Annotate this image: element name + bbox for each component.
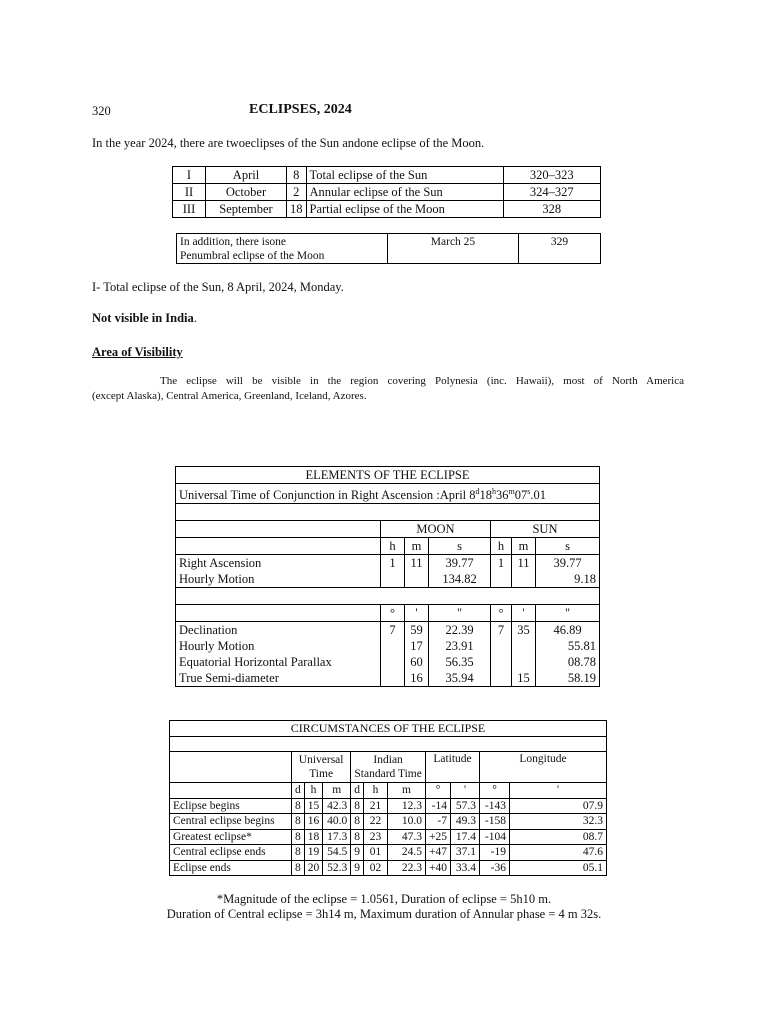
sun-val: 08.78 <box>536 654 600 670</box>
conj-m: m <box>508 487 515 496</box>
sun-header: SUN <box>491 521 600 538</box>
table-row <box>176 555 600 572</box>
lon-min: 47.6 <box>510 845 607 861</box>
eclipse-list-table <box>172 166 601 218</box>
unit-m: m <box>512 538 536 555</box>
ut-d: 8 <box>292 814 305 830</box>
footnote-magnitude: *Magnitude of the eclipse = 1.0561, Duration of eclipse = 5h10 m. <box>216 892 552 906</box>
unit-h: h <box>364 783 388 799</box>
ut-h: 19 <box>304 845 323 861</box>
circumstances-title: CIRCUMSTANCES OF THE ECLIPSE <box>170 721 607 737</box>
eclipse-desc: Partial eclipse of the Moon <box>306 201 503 218</box>
sun-val: 1 <box>491 555 512 572</box>
unit-deg: ° <box>426 783 451 799</box>
sun-val <box>512 654 536 670</box>
row-label: True Semi-diameter <box>176 670 381 687</box>
row-label: Eclipse ends <box>170 860 292 876</box>
row-label: Eclipse begins <box>170 798 292 814</box>
table-row <box>176 588 600 605</box>
conj-h-val: 18 <box>479 488 493 503</box>
table-row <box>176 571 600 588</box>
blank-cell <box>170 783 292 799</box>
sun-val: 9.18 <box>536 571 600 588</box>
table-row <box>176 467 600 484</box>
conj-h: h <box>492 487 497 496</box>
eclipse-pages: 320–323 <box>503 167 601 184</box>
latitude-header: Latitude <box>426 752 480 783</box>
table-row <box>170 721 607 737</box>
unit-d: d <box>292 783 305 799</box>
lon-deg: -19 <box>480 845 510 861</box>
unit-s: s <box>429 538 491 555</box>
lat-deg: +40 <box>426 860 451 876</box>
conj-m-val: 36 <box>496 488 509 503</box>
row-label: Right Ascension <box>176 555 381 572</box>
lat-min: 33.4 <box>451 860 480 876</box>
ist-h: 21 <box>364 798 388 814</box>
moon-val <box>381 571 405 588</box>
lat-min: 17.4 <box>451 829 480 845</box>
moon-val: 39.77 <box>429 555 491 572</box>
eclipse-day: 2 <box>287 184 307 201</box>
sun-val <box>491 670 512 687</box>
moon-val: 17 <box>405 638 429 654</box>
table-row <box>170 752 607 783</box>
table-row <box>173 201 601 218</box>
ist-h: 23 <box>364 829 388 845</box>
sun-val: 35 <box>512 622 536 639</box>
ut-h: 20 <box>304 860 323 876</box>
lat-min: 57.3 <box>451 798 480 814</box>
ist-header <box>351 752 426 783</box>
eclipse-num: III <box>173 201 206 218</box>
ist-d: 8 <box>351 814 364 830</box>
eclipse-desc: Annular eclipse of the Sun <box>306 184 503 201</box>
moon-val <box>381 638 405 654</box>
table-row <box>170 860 607 876</box>
unit-sec: " <box>536 605 600 622</box>
ist-m: 47.3 <box>388 829 426 845</box>
visibility-line1: The eclipse will be visible in the region covering Polynesia (inc. Hawaii), most of North America <box>160 375 684 387</box>
ist-m: 24.5 <box>388 845 426 861</box>
unit-h: h <box>304 783 323 799</box>
lat-deg: +47 <box>426 845 451 861</box>
conj-text: Universal Time of Conjunction in Right Ascension :April 8 <box>179 488 476 503</box>
addition-text <box>177 234 388 264</box>
lon-deg: -104 <box>480 829 510 845</box>
moon-val: 59 <box>405 622 429 639</box>
row-label: Hourly Motion <box>176 571 381 588</box>
conj-s-val: 07 <box>514 488 528 503</box>
row-label: Declination <box>176 622 381 639</box>
lon-deg: -143 <box>480 798 510 814</box>
unit-min: ' <box>451 783 480 799</box>
sun-val <box>491 638 512 654</box>
ist-m: 10.0 <box>388 814 426 830</box>
blank-row <box>176 504 600 521</box>
eclipse-num: II <box>173 184 206 201</box>
eclipse-pages: 328 <box>503 201 601 218</box>
ut-h: 18 <box>304 829 323 845</box>
circumstances-table <box>169 720 607 876</box>
moon-val: 16 <box>405 670 429 687</box>
moon-header: MOON <box>381 521 491 538</box>
moon-val: 11 <box>405 555 429 572</box>
unit-deg: ° <box>480 783 510 799</box>
table-row <box>176 605 600 622</box>
elements-table <box>175 466 600 687</box>
table-row <box>177 234 601 264</box>
sun-val <box>491 571 512 588</box>
ut-h: 15 <box>304 798 323 814</box>
unit-m: m <box>323 783 351 799</box>
ist-m: 12.3 <box>388 798 426 814</box>
sun-val: 55.81 <box>536 638 600 654</box>
table-row <box>170 845 607 861</box>
moon-val <box>405 571 429 588</box>
visibility-line2: (except Alaska), Central America, Greenland, Iceland, Azores. <box>92 390 367 402</box>
ut-m: 54.5 <box>323 845 351 861</box>
table-row <box>176 670 600 687</box>
table-row <box>176 504 600 521</box>
table-row <box>176 538 600 555</box>
unit-h: h <box>381 538 405 555</box>
eclipse-pages: 324–327 <box>503 184 601 201</box>
row-label: Greatest eclipse* <box>170 829 292 845</box>
table-row <box>176 521 600 538</box>
lat-min: 49.3 <box>451 814 480 830</box>
ist-h: 02 <box>364 860 388 876</box>
moon-val: 23.91 <box>429 638 491 654</box>
ist-d: 9 <box>351 860 364 876</box>
sun-val <box>512 638 536 654</box>
table-row <box>170 798 607 814</box>
blank-row <box>176 588 600 605</box>
eclipse-desc: Total eclipse of the Sun <box>306 167 503 184</box>
footnote-duration: Duration of Central eclipse = 3h14 m, Maximum duration of Annular phase = 4 m 32s. <box>166 907 602 921</box>
table-row <box>173 167 601 184</box>
unit-sec: " <box>429 605 491 622</box>
addition-line1: In addition, there isone <box>180 236 287 248</box>
ist-m: 22.3 <box>388 860 426 876</box>
moon-val: 22.39 <box>429 622 491 639</box>
ist-line1: Indian <box>373 754 403 766</box>
blank-cell <box>170 752 292 783</box>
blank-row <box>170 736 607 752</box>
blank-cell <box>176 605 381 622</box>
blank-cell <box>176 521 381 538</box>
lon-min: 32.3 <box>510 814 607 830</box>
unit-deg: ° <box>491 605 512 622</box>
table-row <box>176 654 600 670</box>
lon-min: 08.7 <box>510 829 607 845</box>
lat-min: 37.1 <box>451 845 480 861</box>
row-label: Central eclipse ends <box>170 845 292 861</box>
conjunction-time <box>176 484 600 504</box>
intro-text: In the year 2024, there are twoeclipses of the Sun andone eclipse of the Moon. <box>92 136 485 150</box>
table-row <box>176 638 600 654</box>
ist-h: 22 <box>364 814 388 830</box>
moon-val: 60 <box>405 654 429 670</box>
unit-m: m <box>405 538 429 555</box>
conj-d: d <box>475 487 480 496</box>
table-row <box>170 814 607 830</box>
sun-val: 11 <box>512 555 536 572</box>
moon-val: 56.35 <box>429 654 491 670</box>
moon-val: 134.82 <box>429 571 491 588</box>
page-title: ECLIPSES, 2024 <box>249 102 352 117</box>
eclipse-month: October <box>206 184 287 201</box>
ut-line2: Time <box>309 768 334 780</box>
row-label: Hourly Motion <box>176 638 381 654</box>
addition-date: March 25 <box>388 234 519 264</box>
ist-d: 8 <box>351 829 364 845</box>
table-row <box>176 622 600 639</box>
ut-m: 42.3 <box>323 798 351 814</box>
row-label: Equatorial Horizontal Parallax <box>176 654 381 670</box>
moon-val: 1 <box>381 555 405 572</box>
moon-val: 7 <box>381 622 405 639</box>
sun-val: 58.19 <box>536 670 600 687</box>
ut-m: 17.3 <box>323 829 351 845</box>
ut-header <box>292 752 351 783</box>
lon-min: 05.1 <box>510 860 607 876</box>
unit-h: h <box>491 538 512 555</box>
unit-min: ' <box>510 783 607 799</box>
table-row <box>173 184 601 201</box>
row-label: Central eclipse begins <box>170 814 292 830</box>
ut-h: 16 <box>304 814 323 830</box>
elements-title: ELEMENTS OF THE ECLIPSE <box>176 467 600 484</box>
moon-val: 35.94 <box>429 670 491 687</box>
ist-line2: Standard Time <box>354 768 422 780</box>
blank-cell <box>176 538 381 555</box>
not-visible-line <box>92 311 197 326</box>
unit-m: m <box>388 783 426 799</box>
addition-table <box>176 233 601 264</box>
lat-deg: -14 <box>426 798 451 814</box>
ist-d: 9 <box>351 845 364 861</box>
addition-page: 329 <box>519 234 601 264</box>
eclipse-day: 18 <box>287 201 307 218</box>
conj-s: s <box>527 487 531 496</box>
table-row <box>176 484 600 504</box>
sun-val: 7 <box>491 622 512 639</box>
sun-val <box>512 571 536 588</box>
lat-deg: +25 <box>426 829 451 845</box>
ut-d: 8 <box>292 860 305 876</box>
ist-h: 01 <box>364 845 388 861</box>
ut-m: 40.0 <box>323 814 351 830</box>
visibility-heading: Area of Visibility <box>92 345 183 359</box>
eclipse-month: September <box>206 201 287 218</box>
table-row <box>170 783 607 799</box>
moon-val <box>381 654 405 670</box>
eclipse-day: 8 <box>287 167 307 184</box>
unit-min: ' <box>405 605 429 622</box>
lat-deg: -7 <box>426 814 451 830</box>
moon-val <box>381 670 405 687</box>
ut-m: 52.3 <box>323 860 351 876</box>
lon-min: 07.9 <box>510 798 607 814</box>
eclipse-num: I <box>173 167 206 184</box>
ist-d: 8 <box>351 798 364 814</box>
sun-val: 15 <box>512 670 536 687</box>
unit-deg: ° <box>381 605 405 622</box>
lon-deg: -158 <box>480 814 510 830</box>
ut-d: 8 <box>292 845 305 861</box>
eclipse-month: April <box>206 167 287 184</box>
section-heading: I- Total eclipse of the Sun, 8 April, 2024, Monday. <box>92 280 344 294</box>
table-row <box>170 736 607 752</box>
unit-s: s <box>536 538 600 555</box>
table-row <box>170 829 607 845</box>
ut-d: 8 <box>292 829 305 845</box>
not-visible-text: Not visible in India <box>92 311 194 325</box>
lon-deg: -36 <box>480 860 510 876</box>
not-visible-dot: . <box>193 311 197 325</box>
sun-val: 46.89 <box>536 622 600 639</box>
page-number: 320 <box>92 104 111 118</box>
ut-d: 8 <box>292 798 305 814</box>
sun-val <box>491 654 512 670</box>
unit-d: d <box>351 783 364 799</box>
ut-line1: Universal <box>298 754 344 766</box>
longitude-header: Longitude <box>480 752 607 783</box>
addition-line2: Penumbral eclipse of the Moon <box>180 250 325 262</box>
sun-val: 39.77 <box>536 555 600 572</box>
conj-frac: .01 <box>530 488 547 503</box>
unit-min: ' <box>512 605 536 622</box>
